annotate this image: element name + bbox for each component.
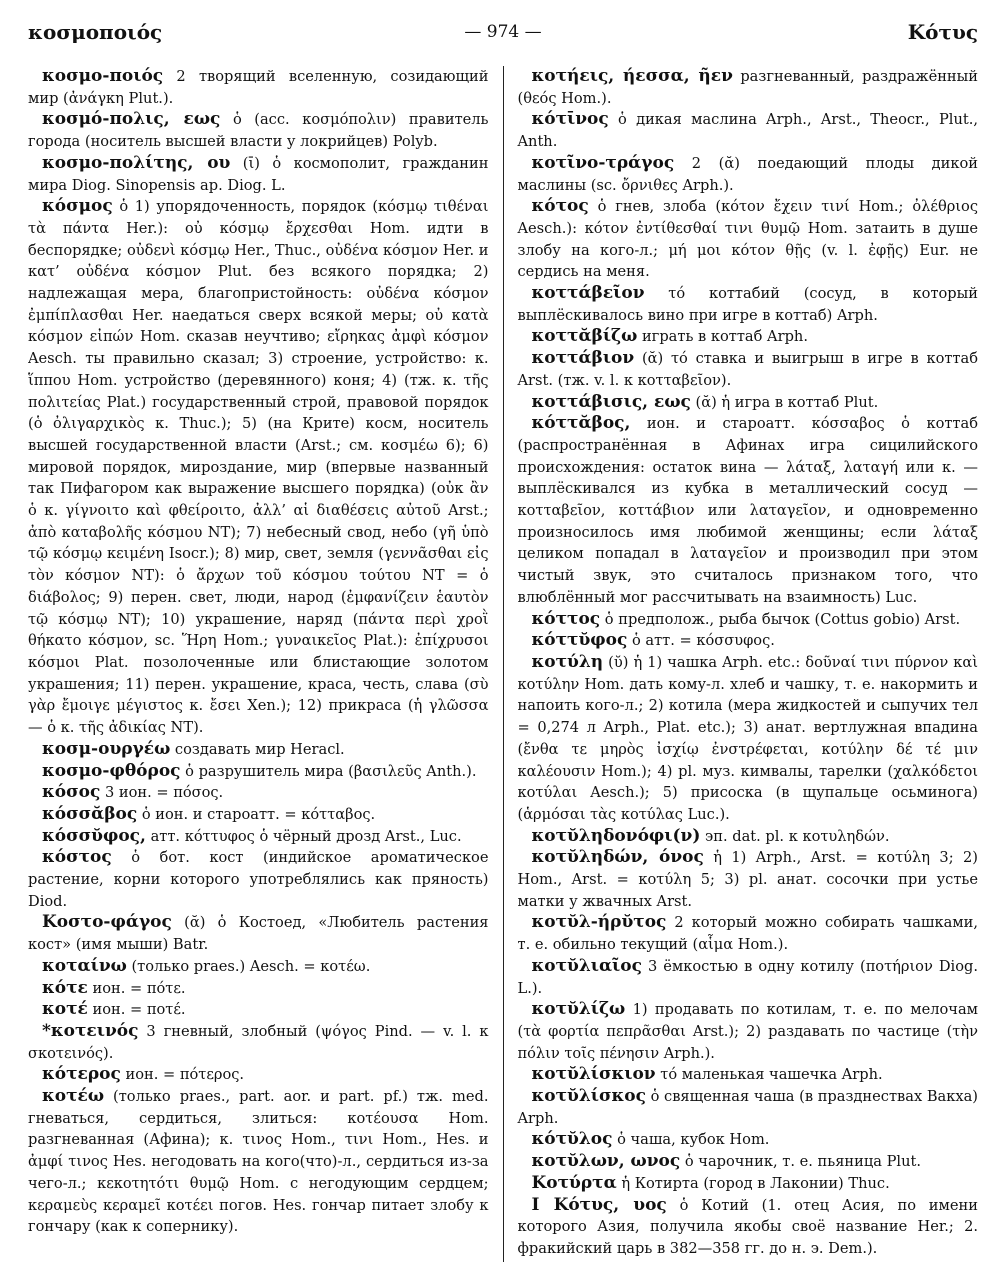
entry-definition: τό маленькая чашечка Arph. (655, 1066, 883, 1084)
entry-headword: κοτῠλιαῖος (531, 955, 642, 976)
entry-headword: κοττάβιον (531, 348, 635, 369)
entry-definition: ион. = πότερος. (120, 1066, 245, 1084)
dictionary-entry (28, 847, 489, 912)
entry-headword: κόττᾰβος, (531, 413, 631, 434)
entry-definition: τό коттабий (сосуд, в который выплёскивалось вино при игре в коттаб) Arph. (517, 285, 978, 324)
entry-definition: ион. = πότε. (87, 979, 186, 997)
dictionary-entry (518, 847, 979, 912)
entry-headword: κοτῠλίζω (531, 999, 626, 1020)
dictionary-entry (518, 956, 979, 999)
entry-definition: 2 который можно собирать чашками, т. е. обильно текущий (αἷμα Hom.). (517, 914, 978, 954)
entry-headword: κόττῠφος (531, 630, 628, 651)
dictionary-entry (518, 413, 979, 608)
entry-definition: ὁ чаша, кубок Hom. (612, 1131, 770, 1149)
entry-headword: Κοτύρτα (531, 1172, 617, 1193)
entry-definition: ἡ Котирта (город в Лаконии) Thuc. (616, 1174, 890, 1192)
entry-headword: κοτῠλων, ωνος (531, 1151, 681, 1172)
entry-definition: (ᾰ) ὁ Костоед, «Любитель растения кост» (имя мыши) Batr. (28, 914, 489, 954)
page-number: — 974 — (464, 22, 542, 42)
entry-definition: (ᾰ) ἡ игра в коттаб Plut. (690, 393, 879, 411)
entry-definition: ион. = ποτέ. (87, 1001, 186, 1019)
entry-headword: κοτῠλίσκιον (531, 1064, 656, 1085)
entry-headword: κόσος (42, 782, 101, 803)
entry-definition: играть в коттаб Arph. (637, 328, 808, 346)
dictionary-entry (28, 826, 489, 848)
entry-definition: ион. и староатт. κόσσαβος ὁ коттаб (распространённая в Афинах игра сицилийского происхождения: остаток вина — λάταξ, λαταγή или κ. — выплёскивался из кубка в металлический сосуд — κοτταβεῖον, κοττάβιον или λαταγεῖον, и одновременно произносилось имя любимой женщины; если λάταξ целиком попадал в λαταγεῖον и производил при этом чистый звук, это считалось признаком того, что влюблённый мог рассчитывать на взаимность) Luc. (517, 415, 978, 606)
entry-definition: (ᾰ) τό ставка и выигрыш в игре в коттаб Arst. (тж. v. l. к κοτταβεῖον). (517, 350, 978, 389)
page-header (28, 14, 978, 44)
dictionary-entry (28, 761, 489, 783)
entry-definition: 3 ион. = πόσος. (100, 784, 224, 802)
entry-definition: 2 творящий вселенную, созидающий мир (ἀνάγκη Plut.). (28, 68, 489, 107)
entry-definition: эп. dat. pl. к κοτυληδών. (700, 827, 890, 845)
dictionary-entry (28, 109, 489, 152)
entry-definition: 1) продавать по котилам, т. е. по мелочам (τὰ φορτία πεπρᾶσθαι Arst.); 2) раздавать по частице (τὴν πόλιν τοῖς πένησιν Arph.). (517, 1001, 978, 1062)
entry-headword: I Κότυς, υος (531, 1194, 667, 1215)
entry-definition: разгневанный, раздражённый (θεός Hom.). (517, 68, 978, 107)
entry-headword: κόστος (42, 847, 112, 868)
dictionary-entry (518, 153, 979, 196)
entry-definition: (только praes.) Aesch. = κοτέω. (126, 957, 371, 975)
dictionary-entry (28, 1021, 489, 1064)
dictionary-entry (518, 109, 979, 152)
entry-headword: κότε (42, 977, 88, 998)
dictionary-entry (518, 196, 979, 283)
entry-definition: атт. κόττυφος ὁ чёрный дрозд Arst., Luc. (145, 827, 462, 845)
dictionary-entry (28, 956, 489, 978)
entry-headword: κοσμο-πολίτης, ου (42, 152, 231, 173)
entry-headword: κοτῠληδονόφι(ν) (531, 825, 701, 846)
entry-definition: ὁ 1) упорядоченность, порядок (κόσμῳ τιθέναι τὰ πάντα Her.): οὐ κόσμῳ ἔρχεσθαι Hom. идти в беспорядке; οὐδενὶ κόσμῳ Her., Thuc., οὐδένα κόσμον Her. и κατ’ οὐδένα κόσμον Plut. без всякого порядка; 2) надлежащая мера, благопристойность: οὐδένα κόσμον ἐμπίπλασθαι Her. наедаться сверх всякой меры; οὐ κατὰ κόσμον εἰπών Hom. сказав неучтиво; εἴρηκας ἀμφὶ κόσμον Aesch. ты правильно сказал; 3) строение, устройство: κ. ἵππου Hom. устройство (деревянного) коня; 4) (тж. κ. τῆς πολιτείας Plat.) государственный строй, правовой порядок (ὁ ὀλιγαρχικὸς κ. Thuc.); 5) (на Крите) косм, носитель высшей государственной власти (Arst.; см. κοσμέω 6); 6) мировой порядок, мироздание, мир (впервые названный так Пифагором как выражение высшего порядка) (οὐκ ἂν ὁ κ. γίγνοιτο καὶ φθείροιτο, ἀλλ’ αἱ διαθέσεις αὐτοῦ Arst.; ἀπὸ καταβολῆς κόσμου NT); 7) небесный свод, небо (γῆ ὑπὸ τῷ κόσμῳ κειμένη Isocr.); 8) мир, свет, земля (γεννᾶσθαι εἰς τὸν κόσμον NT): ὁ ἄρχων τοῦ κόσμου τούτου NT = ὁ διάβολος; 9) перен. свет, люди, народ (ἐμφανίζειν ἑαυτὸν τῷ κόσμῳ NT); 10) украшение, наряд (πάντα περὶ χροῒ θήκατο κόσμον, sc. Ἥρη Hom.; γυναικεῖος Plat.): ἐπίχρυσοι κόσμοι Plat. позолоченные или блистающие золотом украшения; 11) перен. украшение, краса, честь, слава (σὺ γὰρ ἔμοιγε μέγιστος κ. ἔσει Xen.); 12) прикраса (ἡ γλῶσσα — ὁ κ. τῆς ἀδικίας NT). (28, 198, 489, 737)
entry-definition: ὁ бот. кост (индийское ароматическое растение, корни которого употреблялись как пряность) Diod. (28, 849, 489, 910)
dictionary-entry (518, 348, 979, 391)
right-column (504, 66, 979, 1262)
entry-definition: создавать мир Heracl. (170, 740, 345, 758)
dictionary-entry (518, 1064, 979, 1086)
entry-headword: κόσσῠφος, (42, 825, 146, 846)
entry-headword: κοτήεις, ήεσσα, ῆεν (531, 66, 733, 86)
entry-headword: κοττᾰβίζω (531, 326, 638, 347)
entry-headword: κοτῠληδών, όνος (531, 847, 704, 868)
dictionary-entry (518, 630, 979, 652)
entry-headword: Κοστο-φάγος (42, 912, 172, 933)
entry-headword: κοτύλη (531, 651, 604, 672)
dictionary-entry (518, 326, 979, 348)
dictionary-entry (518, 1195, 979, 1260)
dictionary-entry (28, 1086, 489, 1238)
dictionary-entry (28, 912, 489, 955)
entry-headword: κοσμο-φθόρος (42, 760, 181, 781)
dictionary-entry (28, 153, 489, 196)
entry-definition: ὁ ион. и староатт. = κότταβος. (137, 805, 376, 823)
dictionary-entry (518, 283, 979, 326)
dictionary-entry (518, 1173, 979, 1195)
dictionary-entry (518, 999, 979, 1064)
entry-headword: κοττάβεῖον (531, 283, 645, 304)
entry-headword: κοτῠλ-ήρῠτος (531, 912, 667, 933)
entry-definition: ὁ чарочник, т. е. пьяница Plut. (680, 1153, 921, 1171)
entry-headword: κοσμό-πολις, εως (42, 109, 221, 130)
entry-headword: κόττος (531, 608, 601, 629)
entry-definition: ὁ атт. = κόσσυφος. (627, 632, 775, 650)
dictionary-entry (518, 66, 979, 109)
running-head-right: Κότυς (907, 20, 978, 44)
entry-definition: 2 (ᾰ) поедающий плоды дикой маслины (sc. ὄρνιθες Arph.). (517, 154, 978, 194)
dictionary-entry (28, 739, 489, 761)
dictionary-entry (518, 609, 979, 631)
dictionary-entry (518, 1151, 979, 1173)
dictionary-entry (518, 826, 979, 848)
entry-headword: κοττάβισις, εως (531, 391, 691, 412)
entry-headword: κοταίνω (42, 955, 127, 976)
entry-definition: (ῠ) ἡ 1) чашка Arph. etc.: δοῦναί τινι πύρνον καὶ κοτύλην Hom. дать кому-л. хлеб и чашку, т. е. накормить и напоить кого-л.; 2) котила (мера жидкостей и сыпучих тел = 0,274 л Arph., Plat. etc.); 3) анат. вертлужная впадина (ἔνθα τε μηρὸς ἰσχίῳ ἐνστρέφεται, κοτύλην δέ τέ μιν καλέουσιν Hom.); 4) pl. муз. кимвалы, тарелки (χαλκόδετοι κοτύλαι Aesch.); 5) присоска (в щупальце осьминога) (ἁρμόσαι τὰς κοτύλας Luc.). (517, 653, 978, 823)
entry-headword: κοτῖνο-τράγος (531, 152, 675, 173)
entry-headword: κότερος (42, 1064, 121, 1085)
entry-definition: ὁ разрушитель мира (βασιλεῦς Anth.). (180, 762, 477, 780)
entry-definition: ὁ (acc. κοσμόπολιν) правитель города (носитель высшей власти у локрийцев) Polyb. (28, 111, 489, 151)
entry-headword: κότῑνος (531, 109, 609, 130)
entry-headword: κότῠλος (531, 1129, 613, 1150)
entry-headword: κότος (531, 196, 589, 217)
dictionary-entry (518, 392, 979, 414)
dictionary-entry (28, 999, 489, 1021)
entry-definition: (только praes., part. aor. и part. pf.) тж. med. гневаться, сердиться, злиться: κοτέουσα Hom. разгневанная (Афина); κ. τινος Hom., τινι Hom., Hes. и ἀμφί τινος Hes. негодовать на кого(что)-л., сердиться из-за чего-л.; κεκοτητότι θυμῷ Hom. с негодующим сердцем; κεραμεὺς κεραμεῖ κοτέει погов. Hes. гончар питает злобу к гончару (как к сопернику). (28, 1088, 489, 1236)
dictionary-entry (518, 652, 979, 826)
entry-definition: ὁ предполож., рыба бычок (Cottus gobio) Arst. (600, 610, 961, 628)
entry-definition: ὁ Котий (1. отец Асия, по имени которого Азия, получила якобы своё название Her.; 2. фракийский царь в 382—358 гг. до н. э. Dem.). (517, 1196, 978, 1257)
dictionary-entry (28, 978, 489, 1000)
entry-headword: κόσσᾰβος (42, 803, 138, 824)
entry-definition: ὁ дикая маслина Arph., Arst., Theocr., Plut., Anth. (517, 111, 978, 151)
dictionary-entry (28, 804, 489, 826)
entry-headword: κοτῠλίσκος (531, 1086, 646, 1107)
dictionary-entry (28, 1064, 489, 1086)
dictionary-entry (518, 1086, 979, 1129)
dictionary-entry (28, 196, 489, 739)
entry-headword: κόσμος (42, 196, 113, 217)
dictionary-entry (28, 782, 489, 804)
entry-headword: κοτέ (42, 999, 88, 1020)
entry-definition: ὁ гнев, злоба (κότον ἔχειν τινί Hom.; ὀλέθριος Aesch.): κότον ἐντίθεσθαί τινι θυμῷ Hom. затаить в душе злобу на кого-л.; μή μοι κότον θῇς (v. l. ἐφῇς) Eur. не сердись на меня. (517, 198, 978, 281)
running-head-left: κοσμοποιός (28, 20, 163, 44)
left-column (28, 66, 503, 1262)
entry-headword: κοτέω (42, 1086, 105, 1107)
dictionary-entry (518, 1129, 979, 1151)
entry-definition: 3 ёмкостью в одну котилу (ποτήριον Diog. L.). (517, 957, 978, 997)
entry-definition: (ῑ) ὁ космополит, гражданин мира Diog. Sinopensis ap. Diog. L. (28, 154, 489, 194)
entry-headword: κοσμ-ουργέω (42, 738, 171, 759)
entry-definition: ὁ священная чаша (в празднествах Вакха) Arph. (517, 1088, 978, 1127)
two-column-body (28, 66, 978, 1262)
entry-definition: ἡ 1) Arph., Arst. = κοτύλη 3; 2) Hom., Arst. = κοτύλη 5; 3) pl. анат. сосочки при устье матки у жвачных Arst. (517, 849, 978, 910)
dictionary-entry (518, 912, 979, 955)
entry-headword: *κοτεινός (42, 1020, 139, 1041)
entry-headword: κοσμο-ποιός (42, 66, 164, 86)
entry-definition: 3 гневный, злобный (ψόγος Pind. — v. l. к σκοτεινός). (28, 1022, 489, 1062)
dictionary-entry (28, 66, 489, 109)
